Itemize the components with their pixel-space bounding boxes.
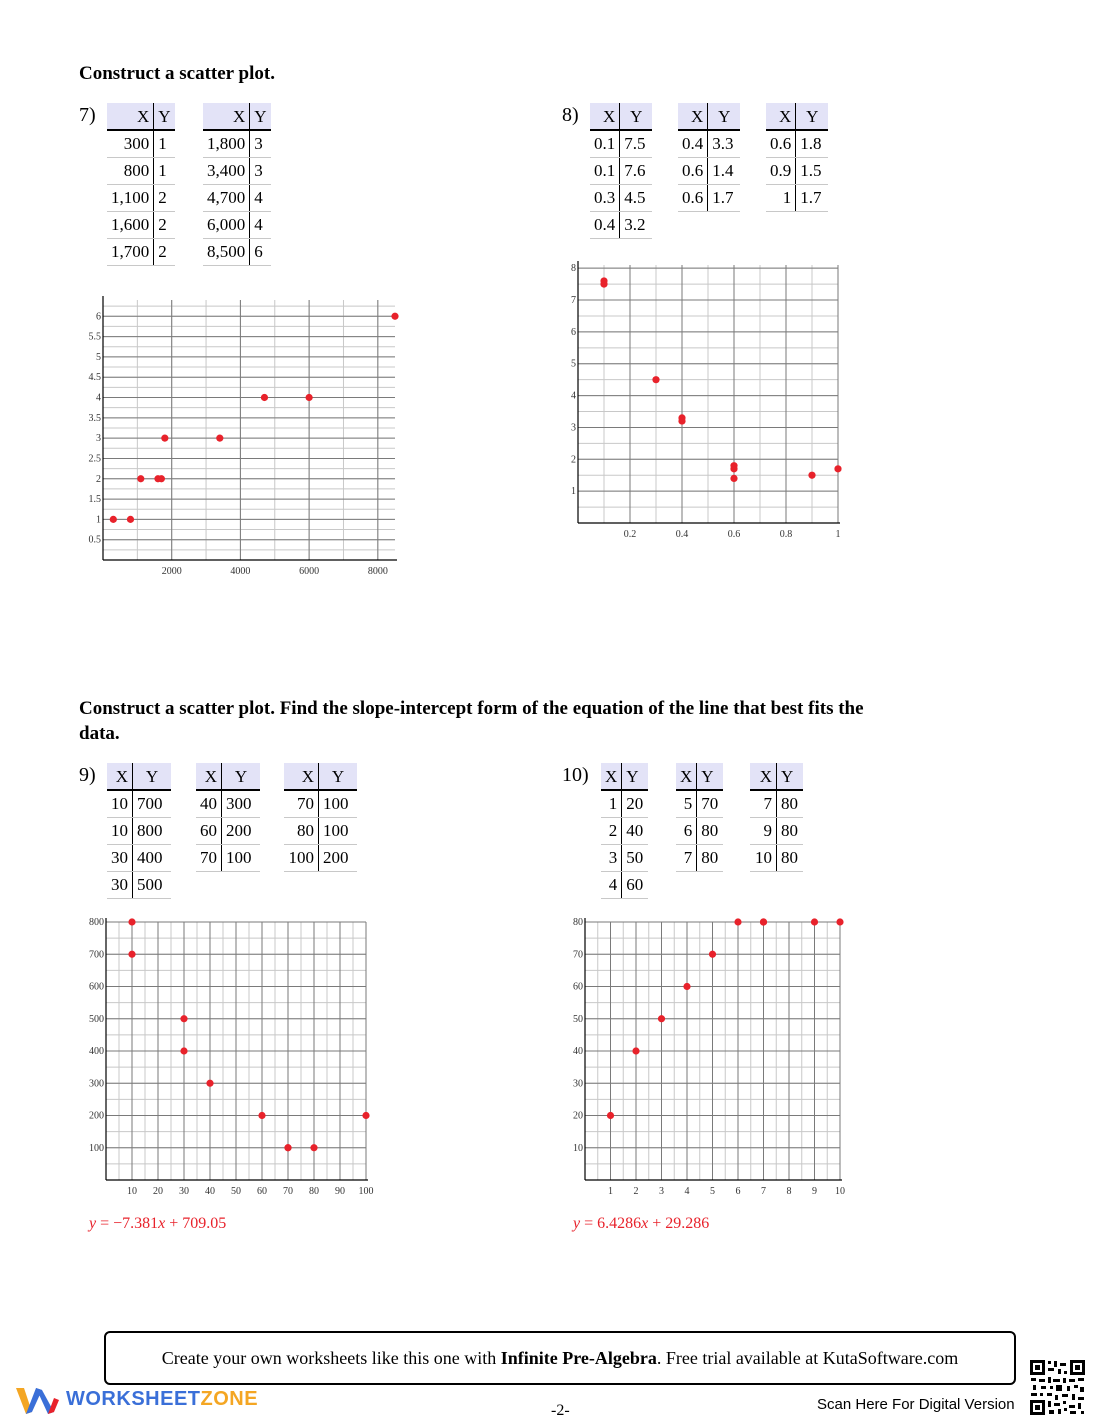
cell-y: 60 xyxy=(622,872,649,899)
y-tick-label: 3.5 xyxy=(88,412,101,424)
cell-x: 8,500 xyxy=(203,239,250,266)
y-tick-label: 6 xyxy=(96,311,101,323)
table-row xyxy=(601,845,648,872)
data-point xyxy=(110,516,117,523)
y-tick-label: 800 xyxy=(89,917,104,928)
y-tick-label: 1 xyxy=(96,514,101,526)
x-tick-label: 4 xyxy=(684,1186,690,1197)
section-heading xyxy=(79,696,864,746)
scan-text: Scan Here For Digital Version xyxy=(817,1396,1015,1413)
x-tick-label: 0.4 xyxy=(675,529,689,540)
cell-x: 60 xyxy=(196,818,222,845)
y-tick-label: 1 xyxy=(571,486,576,498)
x-tick-label: 50 xyxy=(231,1186,241,1197)
data-table xyxy=(107,103,175,266)
cell-x: 800 xyxy=(107,158,154,185)
cell-x: 6,000 xyxy=(203,212,250,239)
cell-y: 50 xyxy=(622,845,649,872)
table-row xyxy=(107,158,175,185)
data-point xyxy=(128,951,135,958)
table-row xyxy=(590,130,652,158)
y-tick-label: 2 xyxy=(571,454,576,466)
cell-y: 300 xyxy=(222,790,261,818)
cell-x: 100 xyxy=(284,845,319,872)
cell-y: 70 xyxy=(697,790,724,818)
table-header-y: Y xyxy=(133,763,172,790)
cell-x: 1 xyxy=(766,185,796,212)
x-tick-label: 4000 xyxy=(230,566,251,577)
cell-x: 80 xyxy=(284,818,319,845)
cell-x: 1,600 xyxy=(107,212,154,239)
answer-slope: = −7.381 xyxy=(96,1215,159,1232)
data-table xyxy=(678,103,740,212)
x-tick-label: 8 xyxy=(786,1186,792,1197)
data-point xyxy=(206,1080,213,1087)
cell-x: 6 xyxy=(676,818,697,845)
y-tick-label: 40 xyxy=(573,1046,583,1057)
table-header-y: Y xyxy=(319,763,358,790)
cell-y: 80 xyxy=(697,845,724,872)
table-row xyxy=(196,845,260,872)
table-header-x: X xyxy=(107,763,133,790)
table-row xyxy=(203,158,271,185)
data-point xyxy=(137,475,144,482)
y-tick-label: 20 xyxy=(573,1110,583,1122)
y-tick-label: 4 xyxy=(571,390,576,402)
data-table xyxy=(196,763,260,872)
cell-y: 20 xyxy=(622,790,649,818)
table-row xyxy=(676,790,723,818)
cell-y: 500 xyxy=(133,872,172,899)
section-heading-line: Construct a scatter plot. Find the slope-intercept form of the equation of the line that best fits the xyxy=(79,698,864,719)
data-point xyxy=(310,1144,317,1151)
table-row xyxy=(107,239,175,266)
data-table xyxy=(766,103,828,212)
table-row xyxy=(750,818,803,845)
x-tick-label: 40 xyxy=(205,1186,215,1197)
cell-y: 800 xyxy=(133,818,172,845)
data-point xyxy=(678,414,685,421)
cell-x: 3,400 xyxy=(203,158,250,185)
data-point xyxy=(306,394,313,401)
y-tick-label: 500 xyxy=(89,1013,104,1025)
y-tick-label: 80 xyxy=(573,917,583,928)
section-heading: Construct a scatter plot. xyxy=(79,63,275,84)
table-row xyxy=(107,818,171,845)
table-row xyxy=(196,790,260,818)
logo-icon xyxy=(14,1386,60,1416)
table-header-x: X xyxy=(203,103,250,130)
plot-grid xyxy=(585,922,840,1180)
cell-y: 2 xyxy=(154,239,175,266)
cell-x: 0.1 xyxy=(590,158,620,185)
answer-equation xyxy=(573,1215,709,1233)
problem-number: 10) xyxy=(562,764,589,786)
y-tick-label: 0.5 xyxy=(88,534,101,546)
cell-x: 10 xyxy=(750,845,777,872)
y-tick-label: 700 xyxy=(89,949,104,961)
data-table xyxy=(750,763,803,872)
table-header-y: Y xyxy=(622,763,649,790)
answer-equation xyxy=(89,1215,226,1233)
table-row xyxy=(107,130,175,158)
x-tick-label: 2 xyxy=(633,1186,639,1197)
cell-y: 40 xyxy=(622,818,649,845)
table-row xyxy=(284,818,357,845)
answer-y: y xyxy=(573,1215,581,1232)
promo-text-end: . Free trial available at KutaSoftware.com xyxy=(656,1348,959,1368)
cell-y: 1 xyxy=(154,158,175,185)
cell-x: 10 xyxy=(107,790,133,818)
promo-product: Infinite Pre-Algebra xyxy=(500,1348,657,1368)
table-row xyxy=(750,845,803,872)
data-point xyxy=(811,918,818,925)
table-header-y: Y xyxy=(777,763,804,790)
data-point xyxy=(658,1015,665,1022)
cell-x: 7 xyxy=(676,845,697,872)
scatter-plot-10 xyxy=(555,905,875,1205)
cell-y: 80 xyxy=(777,845,804,872)
y-tick-label: 400 xyxy=(89,1046,104,1057)
data-point xyxy=(607,1112,614,1119)
x-tick-label: 60 xyxy=(257,1186,267,1197)
y-tick-label: 50 xyxy=(573,1013,583,1025)
x-tick-label: 2000 xyxy=(161,566,182,577)
cell-x: 9 xyxy=(750,818,777,845)
logo-text xyxy=(66,1388,258,1411)
data-table xyxy=(676,763,723,872)
cell-x: 30 xyxy=(107,845,133,872)
data-point xyxy=(808,472,815,479)
data-point xyxy=(652,376,659,383)
plot-grid xyxy=(578,265,838,523)
table-row xyxy=(107,185,175,212)
cell-x: 300 xyxy=(107,130,154,158)
table-row xyxy=(601,818,648,845)
x-tick-label: 10 xyxy=(127,1186,137,1197)
cell-y: 2 xyxy=(154,212,175,239)
x-tick-label: 7 xyxy=(761,1186,766,1197)
cell-y: 100 xyxy=(319,790,358,818)
table-row xyxy=(590,158,652,185)
table-header-y: Y xyxy=(708,103,741,130)
y-tick-label: 3 xyxy=(96,433,101,445)
x-tick-label: 0.2 xyxy=(623,529,637,540)
cell-y: 1.7 xyxy=(708,185,741,212)
table-row xyxy=(766,130,828,158)
x-tick-label: 0.8 xyxy=(779,529,793,540)
y-tick-label: 3 xyxy=(571,422,576,434)
cell-y: 100 xyxy=(319,818,358,845)
cell-y: 1.5 xyxy=(796,158,829,185)
answer-y: y xyxy=(89,1215,97,1232)
y-tick-label: 5.5 xyxy=(88,331,101,343)
cell-y: 80 xyxy=(697,818,724,845)
x-tick-label: 70 xyxy=(283,1186,293,1197)
y-tick-label: 300 xyxy=(89,1078,104,1090)
data-table xyxy=(107,763,171,899)
scatter-plot-8 xyxy=(550,255,860,555)
table-row xyxy=(678,158,740,185)
cell-x: 5 xyxy=(676,790,697,818)
y-tick-label: 1.5 xyxy=(88,494,101,506)
cell-x: 1,100 xyxy=(107,185,154,212)
scatter-plot-7 xyxy=(70,270,390,580)
table-row xyxy=(203,130,271,158)
data-point xyxy=(836,918,843,925)
cell-x: 0.4 xyxy=(678,130,708,158)
y-tick-label: 8 xyxy=(571,263,576,275)
data-table xyxy=(284,763,357,872)
y-tick-label: 7 xyxy=(571,295,576,307)
cell-x: 0.6 xyxy=(678,185,708,212)
y-tick-label: 30 xyxy=(573,1078,583,1090)
data-point xyxy=(258,1112,265,1119)
table-header-x: X xyxy=(590,103,620,130)
answer-intercept: + 709.05 xyxy=(165,1215,227,1232)
table-header-y: Y xyxy=(154,103,175,130)
table-header-x: X xyxy=(284,763,319,790)
x-tick-label: 90 xyxy=(335,1186,345,1197)
y-tick-label: 4.5 xyxy=(88,372,101,384)
table-row xyxy=(678,130,740,158)
data-point xyxy=(683,983,690,990)
data-point xyxy=(127,516,134,523)
y-tick-label: 2.5 xyxy=(88,453,101,465)
data-point xyxy=(600,277,607,284)
data-point xyxy=(261,394,268,401)
cell-x: 70 xyxy=(284,790,319,818)
plot-grid xyxy=(106,922,366,1180)
data-point xyxy=(709,951,716,958)
cell-y: 400 xyxy=(133,845,172,872)
data-point xyxy=(834,465,841,472)
logo-text-part1: WORKSHEET xyxy=(66,1388,201,1410)
data-point xyxy=(760,918,767,925)
cell-y: 3.3 xyxy=(708,130,741,158)
table-row xyxy=(676,845,723,872)
cell-x: 30 xyxy=(107,872,133,899)
x-tick-label: 6000 xyxy=(299,566,320,577)
cell-x: 0.9 xyxy=(766,158,796,185)
x-tick-label: 0.6 xyxy=(727,529,741,540)
problem-number: 9) xyxy=(79,764,96,786)
cell-x: 1,800 xyxy=(203,130,250,158)
data-point xyxy=(161,435,168,442)
cell-y: 4 xyxy=(250,212,271,239)
cell-y: 7.6 xyxy=(620,158,653,185)
x-tick-label: 5 xyxy=(710,1186,715,1197)
table-header-y: Y xyxy=(222,763,261,790)
cell-x: 0.1 xyxy=(590,130,620,158)
table-row xyxy=(107,212,175,239)
answer-slope: = 6.4286 xyxy=(580,1215,642,1232)
x-tick-label: 1 xyxy=(835,529,841,540)
y-tick-label: 70 xyxy=(573,949,583,961)
page-number: -2- xyxy=(551,1402,570,1419)
data-point xyxy=(730,475,737,482)
table-row xyxy=(284,845,357,872)
y-tick-label: 100 xyxy=(89,1142,104,1154)
cell-y: 4.5 xyxy=(620,185,653,212)
table-row xyxy=(750,790,803,818)
cell-y: 6 xyxy=(250,239,271,266)
cell-y: 1 xyxy=(154,130,175,158)
section-heading-line: data. xyxy=(79,723,120,744)
answer-x: x xyxy=(158,1215,166,1232)
cell-x: 2 xyxy=(601,818,622,845)
worksheetzone-logo[interactable] xyxy=(14,1384,264,1418)
data-point xyxy=(128,918,135,925)
x-tick-label: 3 xyxy=(659,1186,664,1197)
table-row xyxy=(766,185,828,212)
y-tick-label: 5 xyxy=(96,351,101,363)
data-point xyxy=(362,1112,369,1119)
x-tick-label: 8000 xyxy=(367,566,388,577)
table-header-x: X xyxy=(601,763,622,790)
promo-box xyxy=(104,1331,1016,1385)
table-row xyxy=(601,872,648,899)
cell-y: 3.2 xyxy=(620,212,653,239)
y-tick-label: 5 xyxy=(571,358,576,370)
problem-number: 7) xyxy=(79,104,96,126)
data-point xyxy=(284,1144,291,1151)
cell-y: 80 xyxy=(777,790,804,818)
data-point xyxy=(158,475,165,482)
data-point xyxy=(180,1015,187,1022)
table-row xyxy=(203,185,271,212)
x-tick-label: 1 xyxy=(608,1186,613,1197)
x-tick-label: 100 xyxy=(358,1186,374,1197)
cell-y: 3 xyxy=(250,158,271,185)
cell-x: 40 xyxy=(196,790,222,818)
y-tick-label: 60 xyxy=(573,981,583,993)
table-row xyxy=(590,212,652,239)
answer-intercept: + 29.286 xyxy=(648,1215,710,1232)
table-row xyxy=(196,818,260,845)
cell-x: 10 xyxy=(107,818,133,845)
table-header-x: X xyxy=(750,763,777,790)
data-point xyxy=(216,435,223,442)
cell-y: 200 xyxy=(319,845,358,872)
x-tick-label: 30 xyxy=(179,1186,189,1197)
table-row xyxy=(678,185,740,212)
y-tick-label: 600 xyxy=(89,981,104,993)
table-row xyxy=(601,790,648,818)
x-tick-label: 9 xyxy=(812,1186,817,1197)
cell-x: 7 xyxy=(750,790,777,818)
cell-y: 1.7 xyxy=(796,185,829,212)
qr-code-icon[interactable] xyxy=(1029,1359,1086,1416)
cell-x: 1,700 xyxy=(107,239,154,266)
cell-x: 0.6 xyxy=(766,130,796,158)
cell-y: 1.4 xyxy=(708,158,741,185)
cell-x: 70 xyxy=(196,845,222,872)
cell-y: 2 xyxy=(154,185,175,212)
table-row xyxy=(590,185,652,212)
x-tick-label: 20 xyxy=(153,1186,163,1197)
y-tick-label: 6 xyxy=(571,326,576,338)
promo-text: Create your own worksheets like this one with xyxy=(161,1348,501,1368)
cell-y: 7.5 xyxy=(620,130,653,158)
table-header-y: Y xyxy=(620,103,653,130)
cell-y: 4 xyxy=(250,185,271,212)
table-row xyxy=(107,790,171,818)
data-table xyxy=(590,103,652,239)
answer-x: x xyxy=(641,1215,649,1232)
cell-x: 0.4 xyxy=(590,212,620,239)
table-row xyxy=(203,212,271,239)
cell-x: 4 xyxy=(601,872,622,899)
data-point xyxy=(391,313,398,320)
data-table xyxy=(203,103,271,266)
cell-x: 0.3 xyxy=(590,185,620,212)
cell-y: 80 xyxy=(777,818,804,845)
table-header-y: Y xyxy=(697,763,724,790)
y-tick-label: 4 xyxy=(96,392,101,404)
table-header-y: Y xyxy=(250,103,271,130)
x-tick-label: 10 xyxy=(835,1186,845,1197)
table-header-x: X xyxy=(678,103,708,130)
problem-number: 8) xyxy=(562,104,579,126)
cell-x: 0.6 xyxy=(678,158,708,185)
cell-y: 700 xyxy=(133,790,172,818)
scatter-plot-9 xyxy=(70,905,390,1205)
x-tick-label: 80 xyxy=(309,1186,319,1197)
table-row xyxy=(766,158,828,185)
table-row xyxy=(284,790,357,818)
cell-x: 1 xyxy=(601,790,622,818)
cell-y: 200 xyxy=(222,818,261,845)
cell-y: 100 xyxy=(222,845,261,872)
plot-grid xyxy=(103,300,395,560)
y-tick-label: 2 xyxy=(96,473,101,485)
data-point xyxy=(730,462,737,469)
data-point xyxy=(734,918,741,925)
table-header-x: X xyxy=(676,763,697,790)
cell-y: 3 xyxy=(250,130,271,158)
data-table xyxy=(601,763,648,899)
data-point xyxy=(180,1047,187,1054)
table-header-x: X xyxy=(196,763,222,790)
logo-text-part2: ZONE xyxy=(200,1388,259,1410)
cell-x: 4,700 xyxy=(203,185,250,212)
cell-y: 1.8 xyxy=(796,130,829,158)
data-point xyxy=(632,1047,639,1054)
table-header-x: X xyxy=(107,103,154,130)
y-tick-label: 200 xyxy=(89,1110,104,1122)
table-header-y: Y xyxy=(796,103,829,130)
y-tick-label: 10 xyxy=(573,1142,583,1154)
table-row xyxy=(107,872,171,899)
table-header-x: X xyxy=(766,103,796,130)
table-row xyxy=(203,239,271,266)
table-row xyxy=(107,845,171,872)
table-row xyxy=(676,818,723,845)
x-tick-label: 6 xyxy=(735,1186,741,1197)
cell-x: 3 xyxy=(601,845,622,872)
